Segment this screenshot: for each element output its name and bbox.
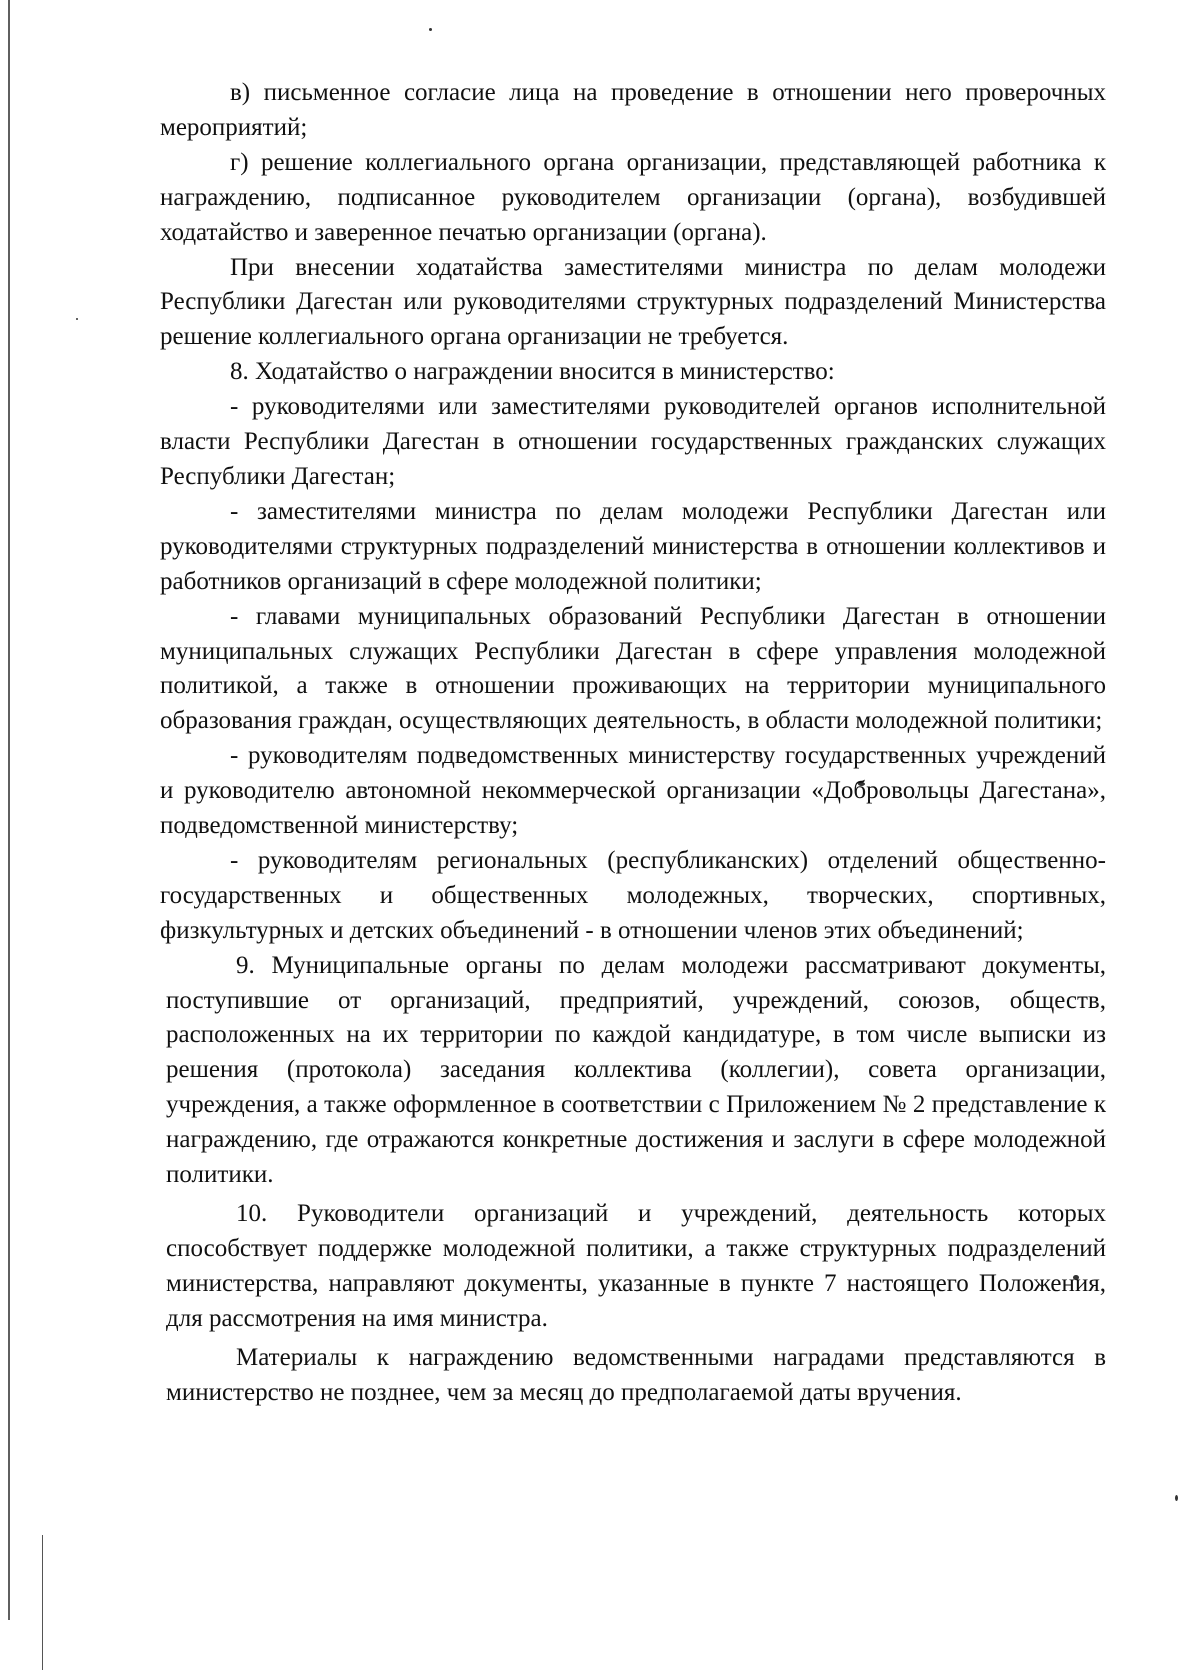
paragraph-section-9: 9. Муниципальные органы по делам молодежи рассматривают документы, поступившие от организаций, предприятий, учреждений, союзов, обществ, расположенных на их территории по каждой кандидатуре, в том числе выписки из решения (протокола) заседания коллектива (коллегии), совета организации, учреждения, а также оформленное в соответствии с Приложением № 2 представление к награждению, где отражаются конкретные достижения и заслуги в сфере молодежной политики. <box>166 951 1106 1189</box>
scan-border-line-bottom <box>42 1535 43 1670</box>
list-item-municipal-heads: - главами муниципальных образований Республики Дагестан в отношении муниципальных служащих Республики Дагестан в сфере управления молодежной политикой, а также в отношении проживающих на территории муниципального образования граждан, осуществляющих деятельность, в области молодежной политики; <box>160 602 1106 735</box>
scan-speck <box>76 318 78 320</box>
scan-speck <box>1175 1495 1178 1501</box>
paragraph-ministry-note: При внесении ходатайства заместителями министра по делам молодежи Республики Дагестан или руководителями структурных подразделений Министерства решение коллегиального органа организации не требуется. <box>160 253 1106 351</box>
scan-speck <box>429 28 432 31</box>
list-item-regional-branches: - руководителям региональных (республиканских) отделений общественно-государственных и общественных молодежных, творческих, спортивных, физкультурных и детских объединений - в отношении членов этих объединений; <box>160 846 1106 944</box>
list-item-subordinate-institutions: - руководителям подведомственных министерству государственных учреждений и руководителю автономной некоммерческой организации «Добровольцы Дагестана», подведомственной министерству; <box>160 742 1106 840</box>
document-body <box>160 76 1106 1410</box>
paragraph-section-8: 8. Ходатайство о награждении вносится в министерство: <box>230 358 835 386</box>
list-item-deputy-ministers: - заместителями министра по делам молодежи Республики Дагестан или руководителями структурных подразделений министерства в отношении коллективов и работников организаций в сфере молодежной политики; <box>160 497 1106 595</box>
paragraph-item-g: г) решение коллегиального органа организации, представляющей работника к награждению, подписанное руководителем организации (органа), возбудившей ходатайство и заверенное печатью организации (органа). <box>160 148 1106 246</box>
paragraph-section-10: 10. Руководители организаций и учреждений, деятельность которых способствует поддержке молодежной политики, а также структурных подразделений министерства, направляют документы, указанные в пункте 7 настоящего Положения, для рассмотрения на имя министра. <box>166 1200 1106 1332</box>
list-item-executive-heads: - руководителями или заместителями руководителей органов исполнительной власти Республики Дагестан в отношении государственных гражданских служащих Республики Дагестан; <box>160 393 1106 490</box>
scan-border-line <box>8 0 10 1620</box>
paragraph-materials-deadline: Материалы к награждению ведомственными наградами представляются в министерство не позднее, чем за месяц до предполагаемой даты вручения. <box>166 1343 1106 1406</box>
paragraph-item-v: в) письменное согласие лица на проведение в отношении него проверочных мероприятий; <box>160 79 1106 141</box>
